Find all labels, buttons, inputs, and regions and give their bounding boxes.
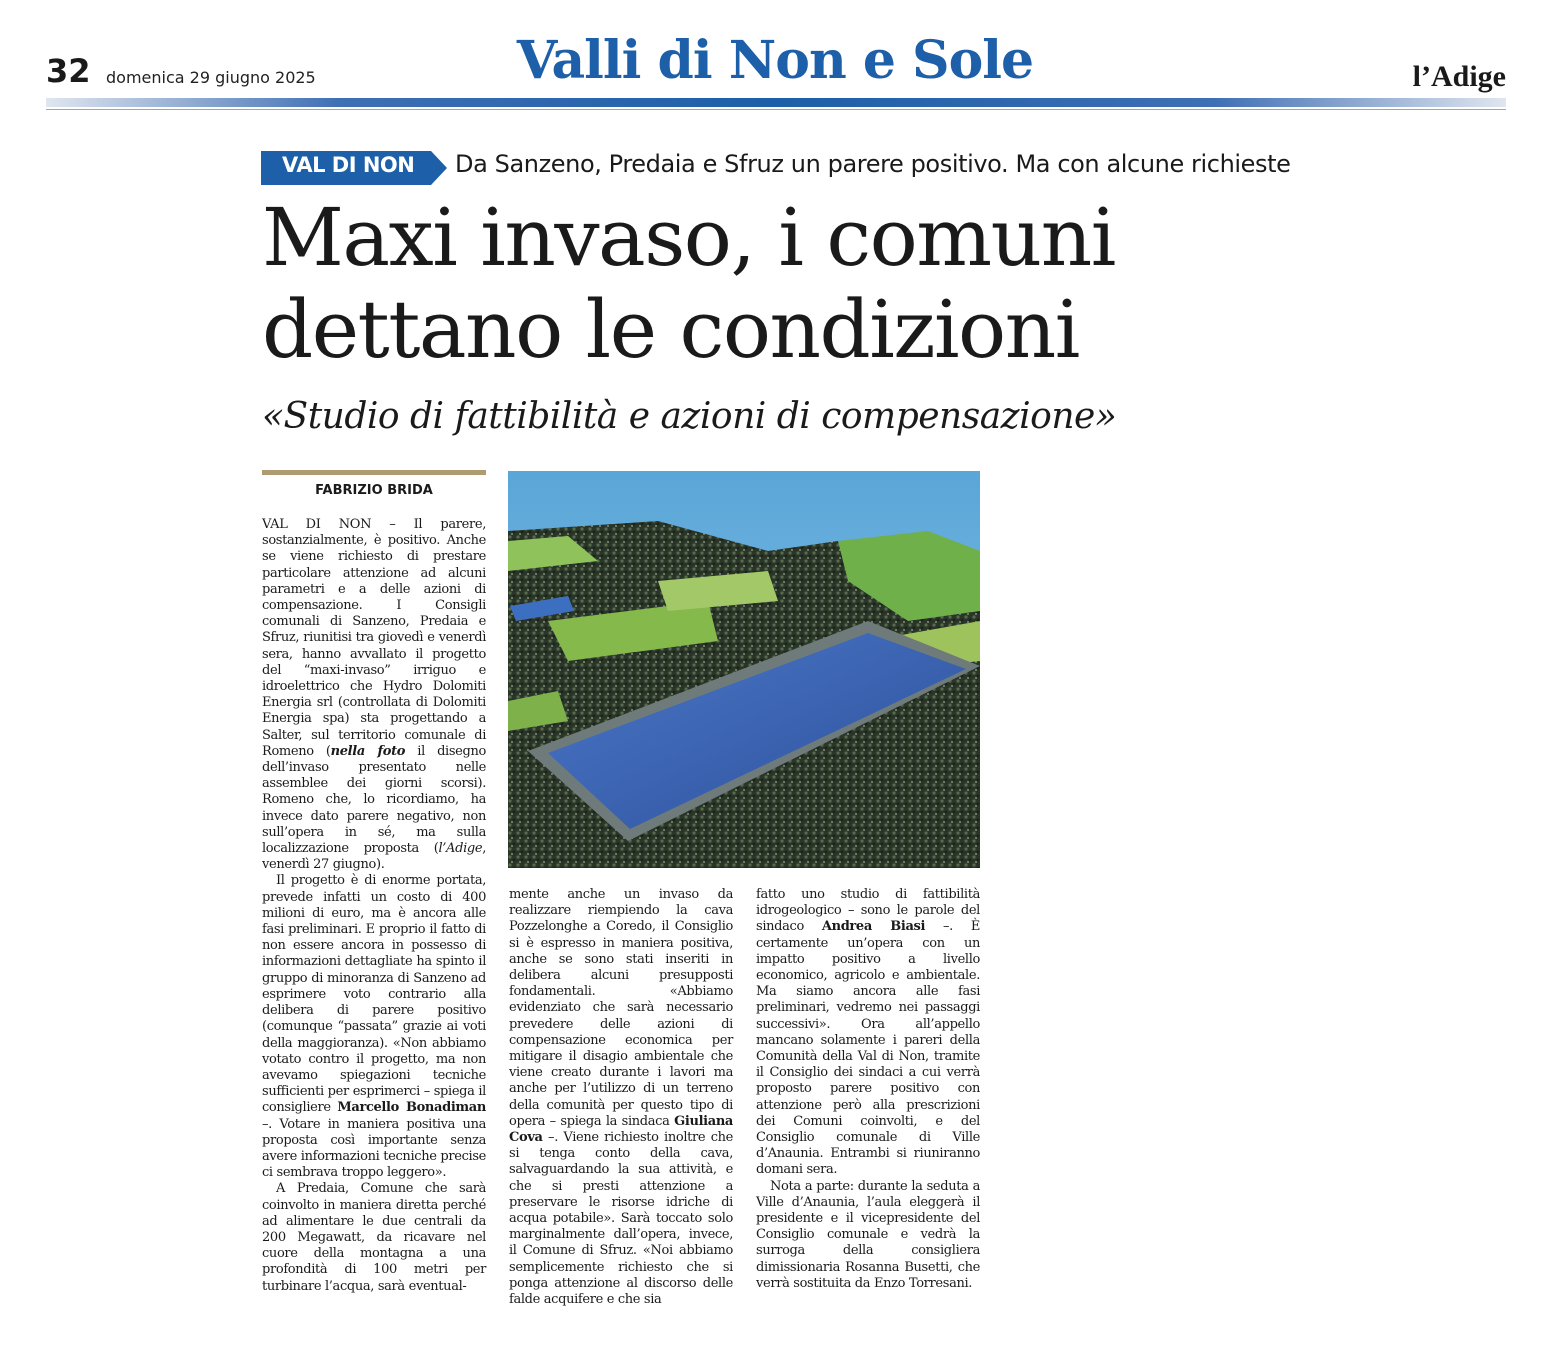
header-rule <box>46 98 1506 107</box>
reservoir-rendering-photo <box>508 471 980 868</box>
section-title: Valli di Non e Sole <box>516 30 1034 91</box>
article-column-2 <box>509 887 733 1308</box>
kicker: Da Sanzeno, Predaia e Sfruz un parere positivo. Ma con alcune richieste <box>455 150 1291 178</box>
page-number: 32 <box>46 52 91 90</box>
paragraph: Il progetto è di enorme portata, prevede infatti un costo di 400 milioni di euro, ma è ancora alle fasi preliminari. E proprio il fatto di non essere ancora in possesso di informazioni dettagliate ha spinto il gruppo di minoranza di Sanzeno ad esprimere voto contrario alla delibera di parere positivo (comunque “passata” grazie ai voti della maggioranza). «Non abbiamo votato contro il progetto, ma non avevamo spiegazioni tecniche sufficienti per esprimerci – spiega il consigliere Marcello Bonadiman –. Votare in maniera positiva una proposta così importante senza avere informazioni tecniche precise ci sembrava troppo leggero». <box>262 873 486 1181</box>
article-column-3 <box>756 887 980 1292</box>
newspaper-logo: l’Adige <box>1412 60 1506 93</box>
location-tag: VAL DI NON <box>282 153 415 177</box>
byline: FABRIZIO BRIDA <box>315 483 433 498</box>
issue-date: domenica 29 giugno 2025 <box>106 68 316 87</box>
byline-rule <box>262 470 486 475</box>
header-thin-rule <box>46 109 1506 110</box>
headline <box>262 192 1262 376</box>
paragraph: VAL DI NON – Il parere, sostanzialmente, è positivo. Anche se viene richiesto di prestare particolare attenzione ad alcuni parametri e a delle azioni di compensazione. I Consigli comunali di Sanzeno, Predaia e Sfruz, riunitisi tra giovedì e venerdì sera, hanno avvallato il progetto del “maxi-invaso” irriguo e idroelettrico che Hydro Dolomiti Energia srl (controllata di Dolomiti Energia spa) sta progettando a Salter, sul territorio comunale di Romeno (nella foto il disegno dell’invaso presentato nelle assemblee dei giorni scorsi). Romeno che, lo ricordiamo, ha invece dato parere negativo, non sull’opera in sé, ma sulla localizzazione proposta (l’Adige, venerdì 27 giugno). <box>262 517 486 873</box>
subheadline: «Studio di fattibilità e azioni di compensazione» <box>262 396 1117 437</box>
paragraph: fatto uno studio di fattibilità idrogeologico – sono le parole del sindaco Andrea Biasi –. È certamente un’opera con un impatto positivo a livello economico, agricolo e ambientale. Ma siamo ancora alle fasi preliminari, vedremo nei passaggi successivi». Ora all’appello mancano solamente i pareri della Comunità della Val di Non, tramite il Consiglio dei sindaci a cui verrà proposto parere positivo con attenzione però alla prescrizioni dei Comuni coinvolti, e del Consiglio comunale di Ville d’Anaunia. Entrambi si riuniranno domani sera. <box>756 887 981 1178</box>
headline-line-1: Maxi invaso, i comuni <box>262 191 1115 284</box>
article-column-1 <box>262 517 486 1295</box>
paragraph: mente anche un invaso da realizzare riempiendo la cava Pozzelonghe a Coredo, il Consiglio si è espresso in maniera positiva, anche se sono stati inseriti in delibera alcuni presupposti fondamentali. «Abbiamo evidenziato che sarà necessario prevedere delle azioni di compensazione economica per mitigare il disagio ambientale che viene creato durante i lavori ma anche per l’utilizzo di un terreno della comunità per questo tipo di opera – spiega la sindaca Giuliana Cova –. Viene richiesto inoltre che si tenga conto della cava, salvaguardando la sua attività, e che si presti attenzione a preservare le risorse idriche di acqua potabile». Sarà toccato solo marginalmente dall’opera, invece, il Comune di Sfruz. «Noi abbiamo semplicemente richiesto che si ponga attenzione al discorso delle falde acquifere e che sia <box>509 887 733 1308</box>
paragraph: Nota a parte: durante la seduta a Ville d’Anaunia, l’aula eleggerà il presidente e il vicepresidente del Consiglio comunale e vedrà la surroga della consigliera dimissionaria Rosanna Busetti, che verrà sostituita da Enzo Torresani. <box>756 1178 980 1291</box>
headline-line-2: dettano le condizioni <box>262 283 1079 376</box>
paragraph: A Predaia, Comune che sarà coinvolto in maniera diretta perché ad alimentare le due centrali da 200 Megawatt, da ricavare nel cuore della montagna a una profondità di 100 metri per turbinare l’acqua, sarà eventual- <box>262 1181 486 1294</box>
